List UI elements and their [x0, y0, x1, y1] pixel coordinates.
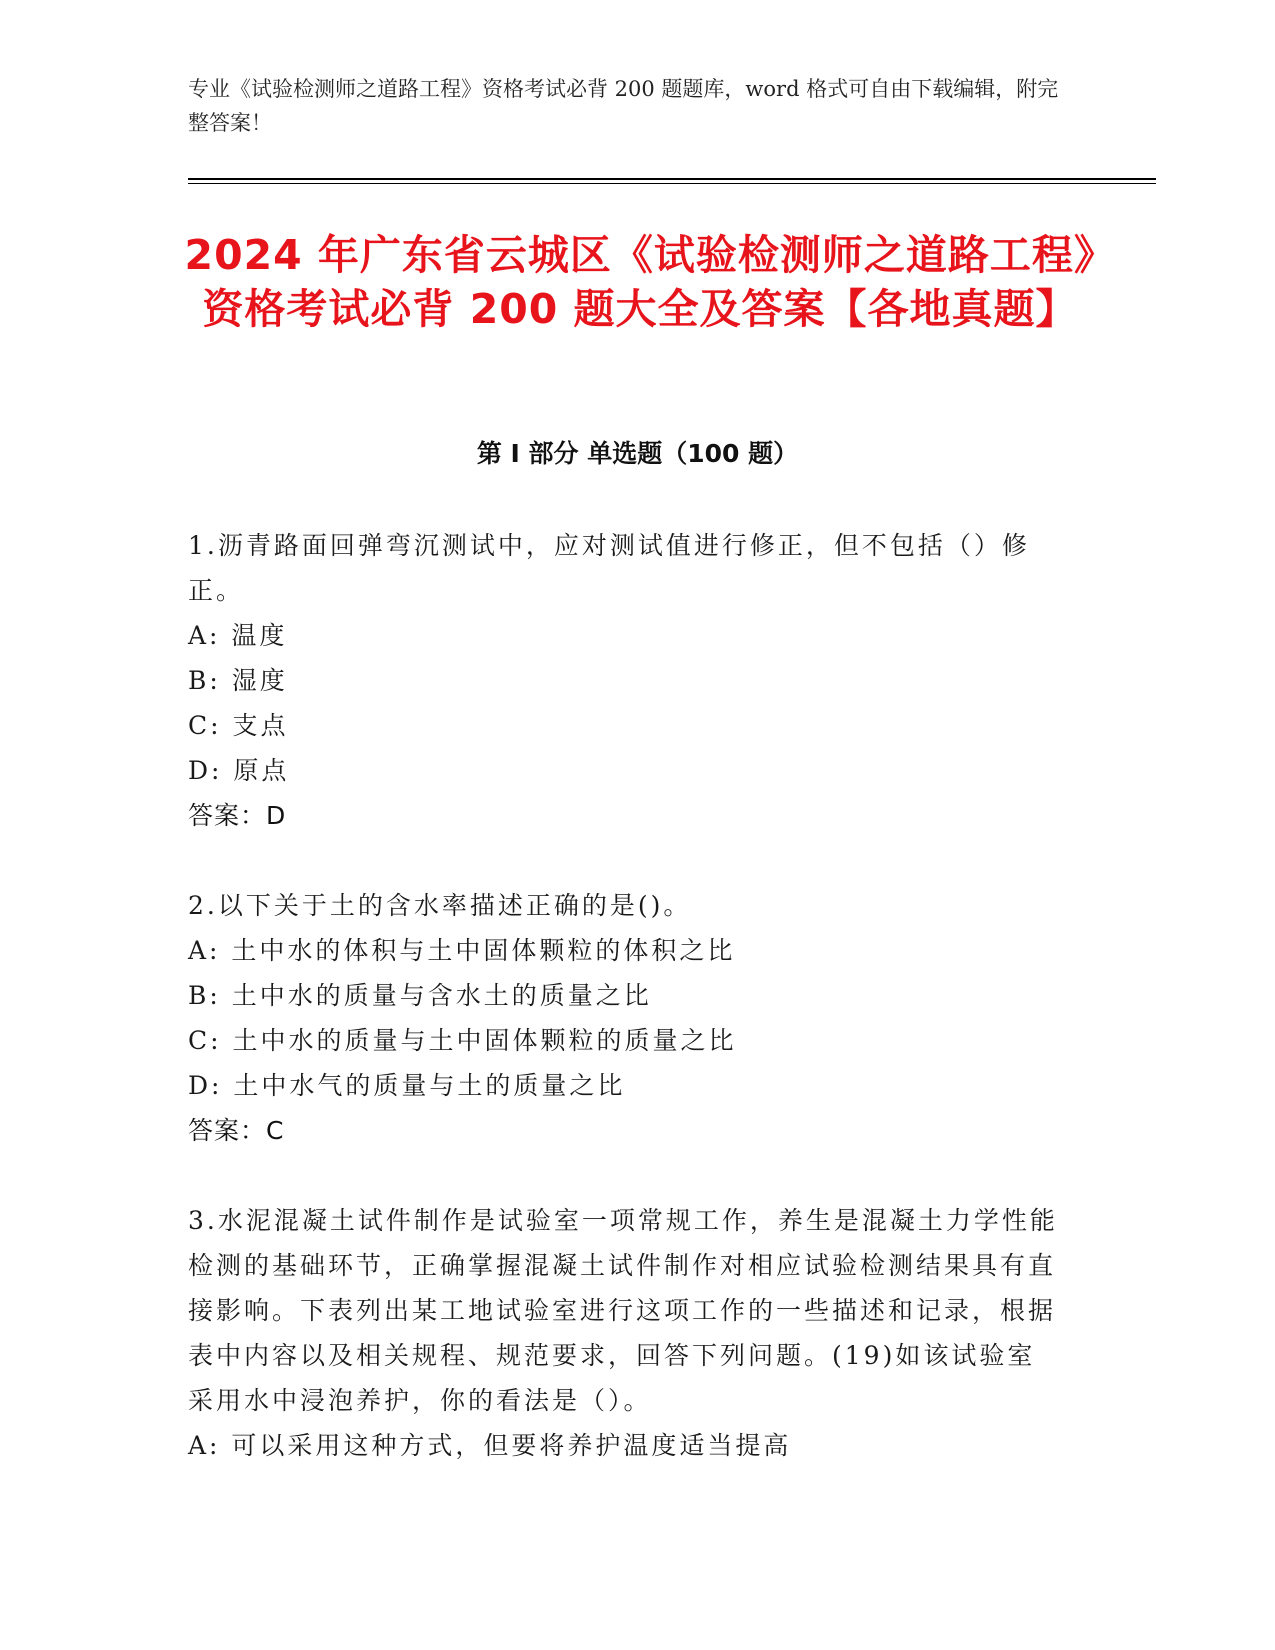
option-b: B: 湿度	[188, 666, 288, 695]
option-c: C: 支点	[188, 711, 289, 740]
option-b: B: 土中水的质量与含水土的质量之比	[188, 981, 652, 1010]
question-1	[188, 523, 1058, 838]
question-text: 1.沥青路面回弹弯沉测试中，应对测试值进行修正，但不包括（）修正。	[188, 531, 1030, 605]
answer: 答案：C	[188, 1116, 285, 1145]
option-a: A: 可以采用这种方式，但要将养护温度适当提高	[188, 1431, 792, 1460]
header-rule-thin	[188, 183, 1156, 184]
question-2	[188, 883, 1058, 1153]
option-a: A: 温度	[188, 621, 288, 650]
document-title: 2024 年广东省云城区《试验检测师之道路工程》资格考试必背 200 题大全及答案【各地真题】	[184, 231, 1096, 333]
question-text: 2.以下关于土的含水率描述正确的是()。	[188, 891, 692, 920]
option-d: D: 原点	[188, 756, 290, 785]
option-d: D: 土中水气的质量与土的质量之比	[188, 1071, 626, 1100]
question-list	[188, 523, 1058, 1513]
header-rule-thick	[188, 178, 1156, 180]
answer: 答案：D	[188, 801, 287, 830]
option-c: C: 土中水的质量与土中固体颗粒的质量之比	[188, 1026, 737, 1055]
option-a: A: 土中水的体积与土中固体颗粒的体积之比	[188, 936, 736, 965]
question-text: 3.水泥混凝土试件制作是试验室一项常规工作，养生是混凝土力学性能检测的基础环节，正确掌握混凝土试件制作对相应试验检测结果具有直接影响。下表列出某工地试验室进行这项工作的一些描述和记录，根据表中内容以及相关规程、规范要求，回答下列问题。(19)如该试验室采用水中浸泡养护，你的看法是（）。	[188, 1206, 1058, 1415]
section-heading: 第 I 部分 单选题（100 题）	[476, 439, 799, 468]
question-3	[188, 1198, 1058, 1468]
header-note: 专业《试验检测师之道路工程》资格考试必背 200 题题库，word 格式可自由下载编辑，附完整答案！	[188, 77, 1059, 135]
